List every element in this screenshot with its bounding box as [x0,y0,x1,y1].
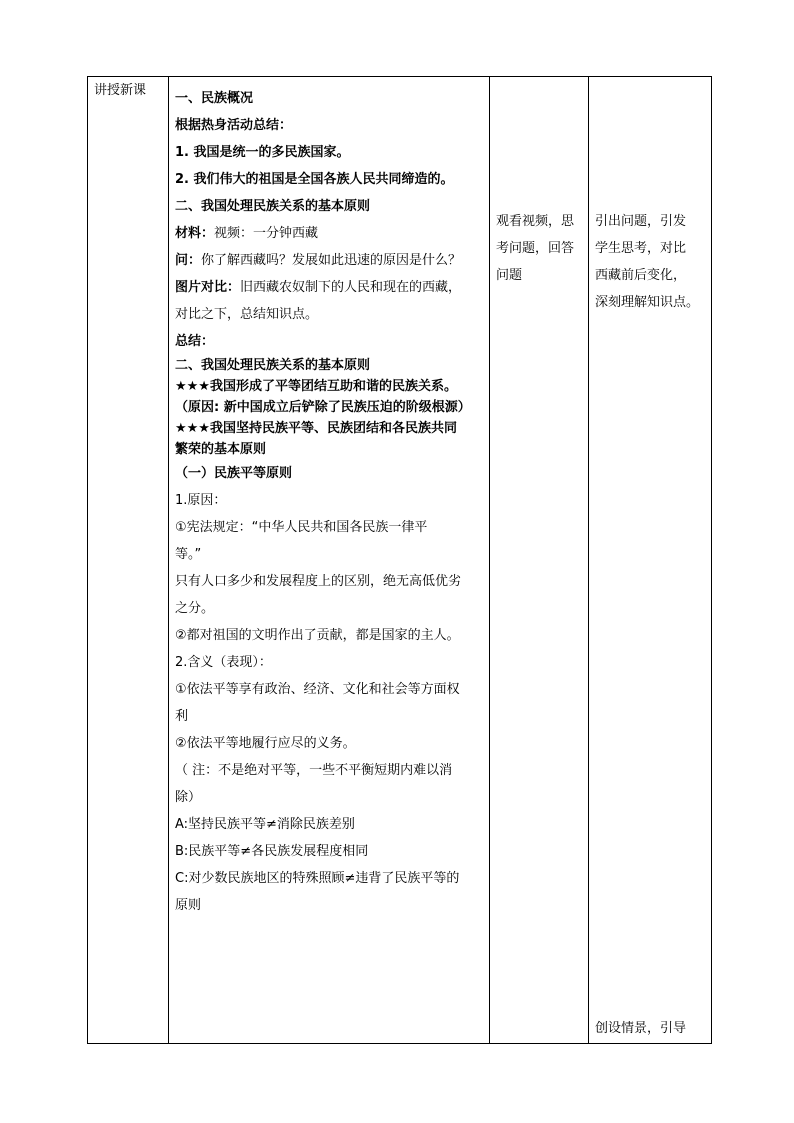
content-line-text: 旧西藏农奴制下的人民和现在的西藏， [240,280,462,295]
text-line: 观看视频，思 [496,214,575,229]
content-line [175,730,483,757]
content-line-text: 二、我国处理民族关系的基本原则 [175,358,371,373]
content-line-text: ②依法平等地履行应尽的义务。 [175,736,356,751]
content-line-text: ①依法平等享有政治、经济、文化和社会等方面权 [175,682,460,697]
design-intent-cell [589,77,712,1044]
content-line-text: 1. 我国是统一的多民族国家。 [175,145,350,160]
content-line [175,301,483,328]
content-line [175,439,483,460]
content-line [175,838,483,865]
student-activity-text [490,77,588,289]
content-line [175,397,483,418]
content-line-text: 繁荣的基本原则 [175,442,267,457]
content-line-text: （原因: 新中国成立后铲除了民族压迫的阶级根源） [175,400,471,415]
content-line-label: 材料： [175,226,215,241]
content-line-text: 根据热身活动总结： [175,118,293,133]
content-line [175,274,483,301]
content-line [175,139,483,166]
content-line-text: ★★★我国形成了平等团结互助和谐的民族关系。 [175,379,457,394]
content-line [175,166,483,193]
content-line-text: 1.原因： [175,493,227,508]
content-line [175,85,483,112]
content-line-text: ★★★我国坚持民族平等、民族团结和各民族共同 [175,421,457,436]
content-line [175,328,483,355]
content-line [175,418,483,439]
content-line-text: （一）民族平等原则 [175,466,293,481]
content-line-text: A:坚持民族平等≠消除民族差别 [175,817,355,832]
content-line-text: ①宪法规定：“中华人民共和国各民族一律平 [175,520,428,535]
content-line [175,376,483,397]
stage-label: 讲授新课 [94,83,147,98]
content-line-label: 图片对比： [175,280,241,295]
text-line: 深刻理解知识点。 [595,295,700,310]
content-line-text: 一、民族概况 [175,91,254,106]
content-line [175,112,483,139]
content-line [175,595,483,622]
content-line-text: B:民族平等≠各民族发展程度相同 [175,844,369,859]
content-line [175,676,483,703]
content-line [175,649,483,676]
table-row [88,77,712,1044]
content-line-text: （ 注：不是绝对平等，一些不平衡短期内难以消 [175,763,453,778]
design-intent-bottom: 创设情景，引导 [595,1021,687,1036]
content-line [175,541,483,568]
content-line [175,865,483,892]
content-line-text: 只有人口多少和发展程度上的区别，绝无高低优劣 [175,574,462,589]
content-line-text: 你了解西藏吗？发展如此迅速的原因是什么？ [201,253,462,268]
content-line [175,703,483,730]
content-lines [169,77,489,919]
content-line [175,193,483,220]
content-line [175,487,483,514]
text-line: 考问题，回答 [496,241,575,256]
content-line [175,220,483,247]
content-line-text: 除） [175,790,202,805]
content-line [175,892,483,919]
content-line-text: 二、我国处理民族关系的基本原则 [175,199,371,214]
content-line [175,811,483,838]
design-intent-text [589,77,711,316]
stage-cell [88,77,169,1044]
content-line-text: 对比之下，总结知识点。 [175,307,319,322]
content-line-text: 2.含义（表现）： [175,655,272,670]
lesson-plan-table [87,76,712,1044]
content-line [175,757,483,784]
text-line: 学生思考，对比 [595,241,687,256]
content-line [175,514,483,541]
content-line [175,568,483,595]
content-line-text: 2. 我们伟大的祖国是全国各族人民共同缔造的。 [175,172,454,187]
content-line-text: 总结： [175,334,215,349]
content-line [175,355,483,376]
content-line [175,247,483,274]
content-line-text: 视频：一分钟西藏 [214,226,319,241]
text-line: 西藏前后变化， [595,268,687,283]
content-line-text: 之分。 [175,601,215,616]
content-line-text: ②都对祖国的文明作出了贡献，都是国家的主人。 [175,628,460,643]
content-line [175,622,483,649]
student-activity-cell [490,77,589,1044]
content-line-text: 等。” [175,547,202,562]
content-line-text: C:对少数民族地区的特殊照顾≠违背了民族平等的 [175,871,460,886]
content-line [175,460,483,487]
text-line: 问题 [496,268,523,283]
content-cell [169,77,490,1044]
content-line-label: 问： [175,253,202,268]
content-line-text: 利 [175,709,189,724]
content-line [175,784,483,811]
content-line-text: 原则 [175,898,202,913]
text-line: 引出问题，引发 [595,214,687,229]
